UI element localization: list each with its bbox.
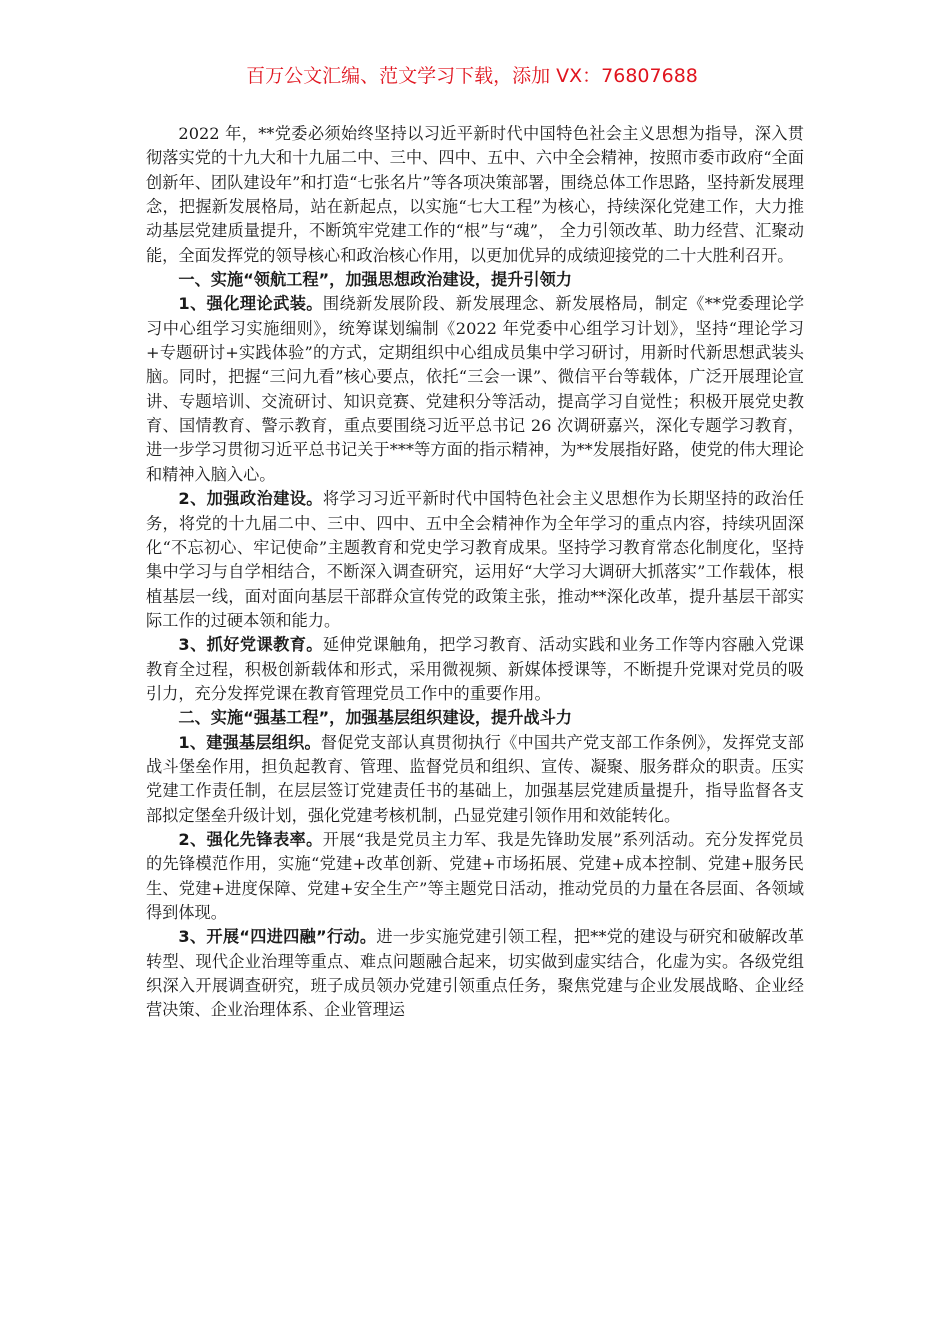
document-page — [146, 62, 804, 1023]
item-title: 2、强化先锋表率。 — [178, 829, 323, 849]
intro-paragraph: 2022 年，**党委必须始终坚持以习近平新时代中国特色社会主义思想为指导，深入贯彻落实党的十九大和十九届二中、三中、四中、五中、六中全会精神，按照市委市政府“全面创新年、团队建设年”和打造“七张名片”等各项决策部署，围绕总体工作思路，坚持新发展理念，把握新发展格局，站在新起点，以实施“七大工程”为核心，持续深化党建工作，大力推动基层党建质量提升，不断筑牢党建工作的“根”与“魂”， 全力引领改革、助力经营、汇聚动能，全面发挥党的领导核心和政治核心作用，以更加优异的成绩迎接党的二十大胜利召开。 — [146, 124, 804, 265]
item-text: 围绕新发展阶段、新发展理念、新发展格局，制定《**党委理论学习中心组学习实施细则》，统筹谋划编制《2022 年党委中心组学习计划》，坚持“理论学习+专题研讨+实践体验”的方式，定期组织中心组成员集中学习研讨，用新时代新思想武装头脑。同时，把握“三问九看”核心要点，依托“三会一课”、微信平台等载体，广泛开展理论宣讲、专题培训、交流研讨、知识竞赛、党建积分等活动，提高学习自觉性；积极开展党史教育、国情教育、警示教育，重点要围绕习近平总书记 26 次调研嘉兴，深化专题学习教育，进一步学习贯彻习近平总书记关于***等方面的指示精神，为**发展指好路，使党的伟大理论和精神入脑入心。 — [146, 294, 805, 484]
item-text: 进一步实施党建引领工程，把**党的建设与研究和破解改革转型、现代企业治理等重点、难点问题融合起来，切实做到虚实结合，化虚为实。各级党组织深入开展调查研究，班子成员领办党建引领重点任务，聚焦党建与企业发展战略、企业经营决策、企业治理体系、企业管理运 — [146, 927, 805, 1020]
section-1-item-3 — [146, 633, 804, 706]
item-title: 2、加强政治建设。 — [178, 489, 323, 509]
section-2-item-2 — [146, 828, 804, 925]
item-title: 3、抓好党课教育。 — [178, 635, 323, 655]
section-1-heading: 一、实施“领航工程”，加强思想政治建设，提升引领力 — [178, 270, 572, 290]
section-2-heading: 二、实施“强基工程”，加强基层组织建设，提升战斗力 — [178, 708, 572, 728]
section-2-item-3 — [146, 925, 804, 1022]
section-2-item-1 — [146, 731, 804, 828]
item-title: 3、开展“四进四融”行动。 — [178, 927, 377, 947]
item-text: 督促党支部认真贯彻执行《中国共产党支部工作条例》，发挥党支部战斗堡垒作用，担负起教育、管理、监督党员和组织、宣传、凝聚、服务群众的职责。压实党建工作责任制，在层层签订党建责任书的基础上，加强基层党建质量提升，指导监督各支部拟定堡垒升级计划，强化党建考核机制，凸显党建引领作用和效能转化。 — [146, 732, 804, 825]
section-1-item-1 — [146, 292, 804, 487]
item-title: 1、建强基层组织。 — [178, 732, 321, 752]
section-1-item-2 — [146, 487, 804, 633]
item-title: 1、强化理论武装。 — [178, 294, 323, 314]
document-body — [146, 122, 804, 1023]
download-banner: 百万公文汇编、范文学习下载，添加 VX：76807688 — [246, 65, 698, 87]
item-text: 延伸党课触角，把学习教育、活动实践和业务工作等内容融入党课教育全过程，积极创新载体和形式，采用微视频、新媒体授课等，不断提升党课对党员的吸引力，充分发挥党课在教育管理党员工作中的重要作用。 — [146, 635, 805, 703]
item-text: 开展“我是党员主力军、我是先锋助发展”系列活动。充分发挥党员的先锋模范作用，实施“党建+改革创新、党建+市场拓展、党建+成本控制、党建+服务民生、党建+进度保障、党建+安全生产”等主题党日活动，推动党员的力量在各层面、各领域得到体现。 — [146, 829, 804, 922]
item-text: 将学习习近平新时代中国特色社会主义思想作为长期坚持的政治任务，将党的十九届二中、三中、四中、五中全会精神作为全年学习的重点内容，持续巩固深化“不忘初心、牢记使命”主题教育和党史学习教育成果。坚持学习教育常态化制度化，坚持集中学习与自学相结合，不断深入调查研究，运用好“大学习大调研大抓落实”工作载体，根植基层一线，面对面向基层干部群众宣传党的政策主张，推动**深化改革，提升基层干部实际工作的过硬本领和能力。 — [146, 489, 805, 630]
